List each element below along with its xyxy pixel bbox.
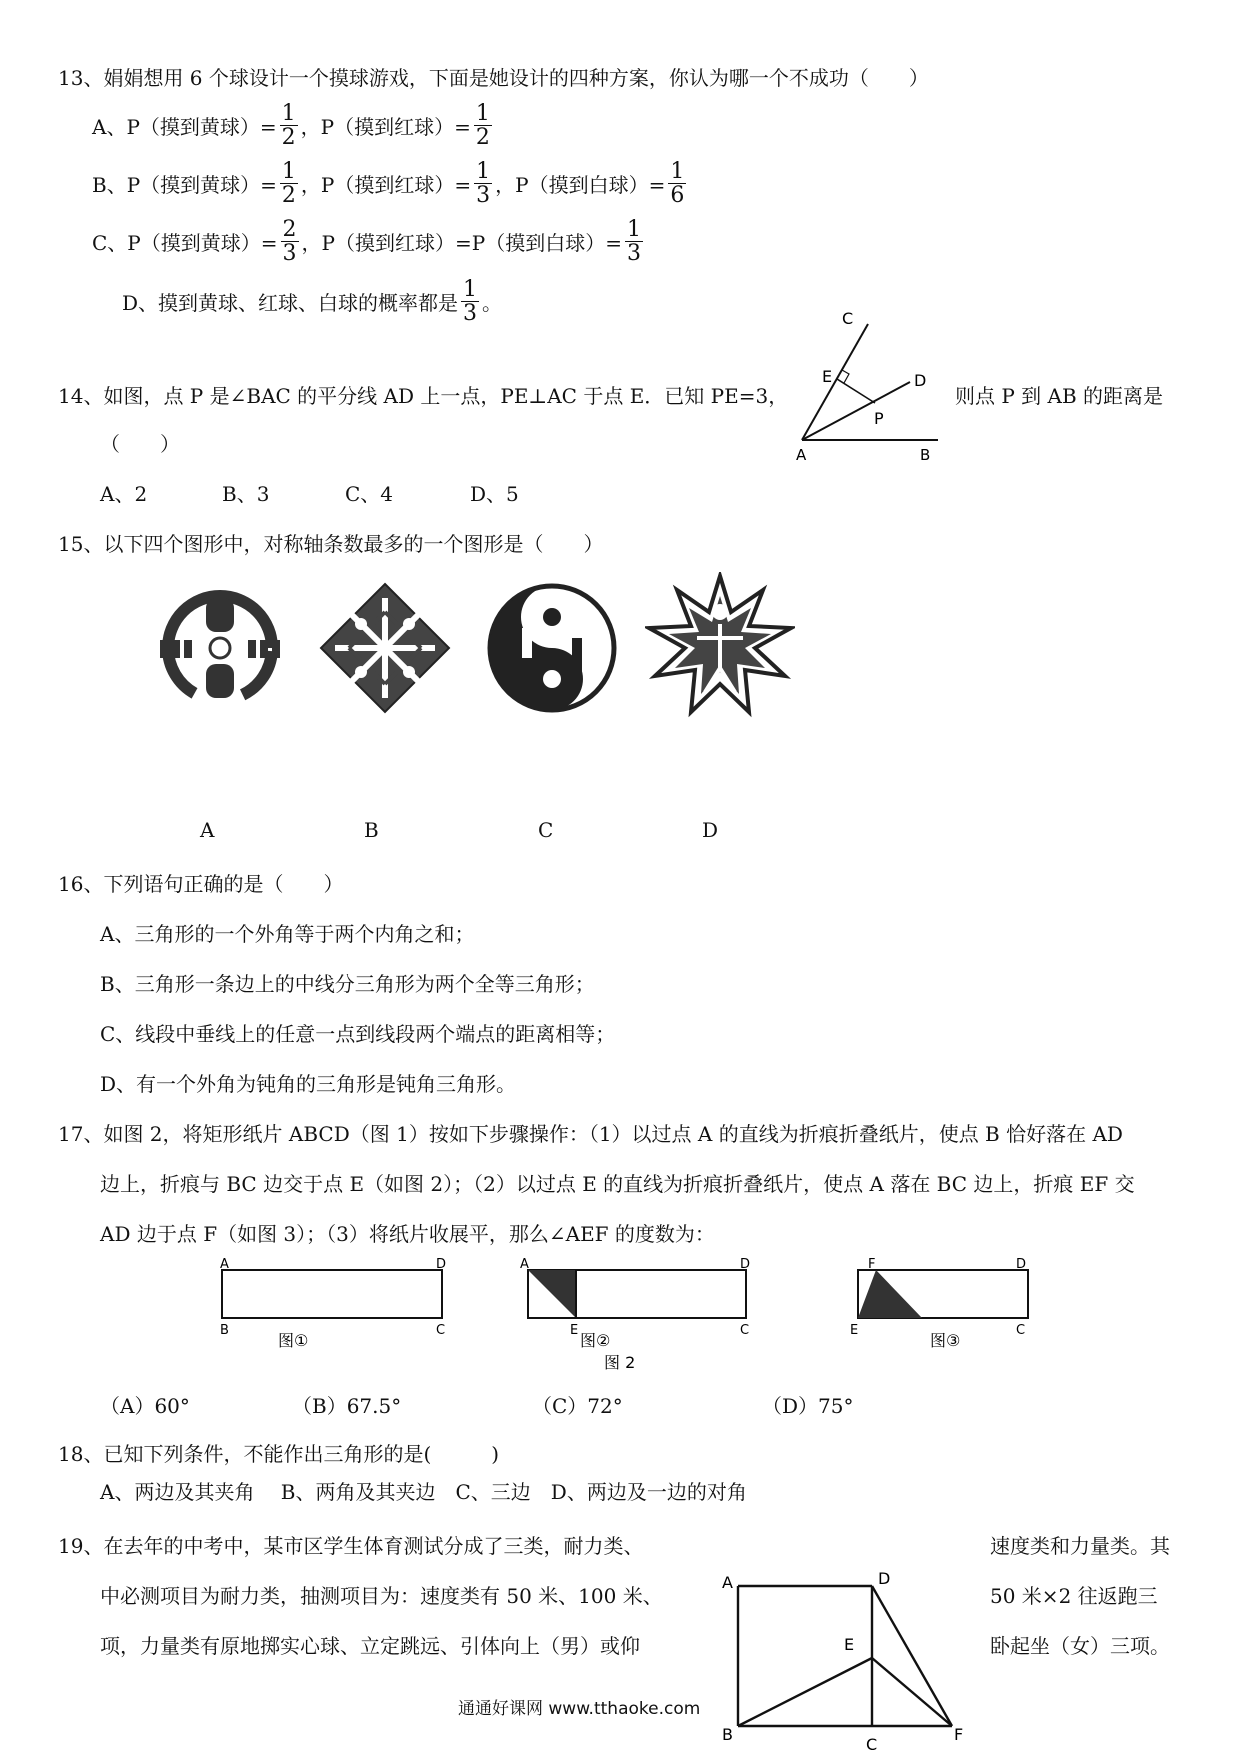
- label-p: P: [874, 409, 884, 428]
- fig2-label-e: E: [570, 1323, 579, 1338]
- q16-option-c: C、线段中垂线上的任意一点到线段两个端点的距离相等；: [100, 1022, 616, 1046]
- fraction-third: $\frac{1}{3}$: [463, 277, 478, 327]
- fraction-half: $\frac{1}{2}$: [281, 101, 296, 151]
- q16-option-b: B、三角形一条边上的中线分三角形为两个全等三角形；: [100, 972, 595, 996]
- q19-line2-left: 中必测项目为耐力类，抽测项目为：速度类有 50 米、100 米、: [100, 1584, 663, 1608]
- q17-option-a: （A）60°: [100, 1394, 190, 1418]
- q17-line1: 17、如图 2，将矩形纸片 ABCD（图 1）按如下步骤操作：（1）以过点 A 的直线为折痕折叠纸片，使点 B 恰好落在 AD: [58, 1122, 1123, 1146]
- fig1-label-c: C: [436, 1323, 446, 1338]
- label-d: D: [914, 371, 927, 390]
- label-b: B: [920, 446, 931, 464]
- fraction-half: $\frac{1}{2}$: [281, 159, 296, 209]
- q14-stem-left: 14、如图，点 P 是∠BAC 的平分线 AD 上一点，PE⊥AC 于点 E．已知 PE=3，: [58, 384, 789, 408]
- fig3-label-c: C: [1016, 1323, 1026, 1338]
- q13-option-d: [122, 278, 502, 325]
- q19-geometry-figure: [720, 1568, 970, 1754]
- q13-b-mid1: ，P（摸到红球）=: [300, 173, 472, 198]
- symbol-a-icon: [150, 578, 290, 718]
- q17-line2: 边上，折痕与 BC 边交于点 E（如图 2）；（2）以过点 E 的直线为折痕折叠纸片，使点 A 落在 BC 边上，折痕 EF 交: [100, 1172, 1135, 1196]
- symbol-d-icon: [645, 572, 795, 722]
- q15-label-c: C: [538, 818, 554, 842]
- fig3-label-d: D: [1016, 1258, 1027, 1272]
- q13-b-mid2: ，P（摸到白球）=: [495, 173, 666, 198]
- q15-stem: 15、以下四个图形中，对称轴条数最多的一个图形是（ ）: [58, 532, 604, 556]
- q19-label-b: B: [722, 1725, 733, 1744]
- right-angle-mark: [842, 370, 849, 383]
- q13-a-prefix: A、P（摸到黄球）=: [92, 115, 277, 140]
- symbol-c-icon: [482, 578, 622, 718]
- q17-option-d: （D）75°: [762, 1394, 854, 1418]
- q13-option-a: [92, 102, 495, 149]
- fraction-two-thirds: $\frac{2}{3}$: [282, 217, 297, 267]
- segment-ef: [872, 1658, 952, 1726]
- q14-stem-right: 则点 P 到 AB 的距离是: [955, 384, 1164, 408]
- fig3-caption: 图③: [930, 1331, 961, 1350]
- q14-option-d: D、5: [470, 482, 519, 506]
- fig1-label-b: B: [220, 1323, 229, 1338]
- q19-label-e: E: [844, 1635, 855, 1654]
- q16-option-a: A、三角形的一个外角等于两个内角之和；: [100, 922, 475, 946]
- fig-group-caption: 图 2: [604, 1353, 636, 1372]
- symbol-b-icon: [315, 578, 455, 718]
- fig1-label-a: A: [220, 1258, 229, 1272]
- q13-c-prefix: C、P（摸到黄球）=: [92, 231, 278, 256]
- fig1-label-d: D: [436, 1258, 447, 1272]
- q13-stem: 13、娟娟想用 6 个球设计一个摸球游戏，下面是她设计的四种方案，你认为哪一个不成功（ ）: [58, 66, 929, 90]
- fraction-half: $\frac{1}{2}$: [475, 101, 490, 151]
- fig1-caption: 图①: [278, 1331, 309, 1350]
- q15-label-b: B: [364, 818, 379, 842]
- segment-pe: [837, 379, 875, 403]
- q16-stem: 16、下列语句正确的是（ ）: [58, 872, 344, 896]
- q19-label-d: D: [878, 1569, 891, 1588]
- q14-blank: （ ）: [100, 432, 180, 456]
- q13-option-c: [92, 218, 646, 265]
- q14-option-a: A、2: [100, 482, 148, 506]
- fold-figure-2: [520, 1258, 750, 1372]
- q13-option-b: [92, 160, 689, 207]
- q19-label-f: F: [954, 1725, 964, 1744]
- fold-figure-1: [220, 1258, 446, 1350]
- fraction-third: $\frac{1}{3}$: [476, 159, 491, 209]
- label-c: C: [842, 310, 854, 328]
- q14-angle-figure: [780, 310, 960, 470]
- q13-b-prefix: B、P（摸到黄球）=: [92, 173, 277, 198]
- fig2-label-c: C: [740, 1323, 750, 1338]
- q17-line3: AD 边于点 F（如图 3）；（3）将纸片收展平，那么∠AEF 的度数为：: [100, 1222, 715, 1246]
- q13-d-prefix: D、摸到黄球、红球、白球的概率都是: [122, 291, 459, 316]
- label-e: E: [822, 367, 833, 386]
- q15-label-a: A: [200, 818, 215, 842]
- fig3-label-e: E: [850, 1323, 859, 1338]
- q18-options: A、两边及其夹角 B、两角及其夹边 C、三边 D、两边及一边的对角: [100, 1480, 747, 1504]
- segment-be: [738, 1658, 872, 1726]
- q17-option-c: （C）72°: [532, 1394, 623, 1418]
- q19-label-c: C: [866, 1735, 878, 1754]
- fraction-sixth: $\frac{1}{6}$: [670, 159, 685, 209]
- q19-line2-right: 50 米×2 往返跑三: [990, 1584, 1158, 1608]
- label-a: A: [796, 446, 807, 464]
- fig2-label-a: A: [520, 1258, 529, 1272]
- q19-line1-right: 速度类和力量类。其: [990, 1534, 1170, 1558]
- fraction-third: $\frac{1}{3}$: [626, 217, 641, 267]
- q15-label-d: D: [702, 818, 719, 842]
- q14-option-c: C、4: [345, 482, 394, 506]
- q17-fold-figures: [210, 1258, 1040, 1378]
- q13-d-suffix: 。: [482, 291, 503, 316]
- q19-line3-left: 项，力量类有原地掷实心球、立定跳远、引体向上（男）或仰: [100, 1634, 640, 1658]
- q13-a-mid: ，P（摸到红球）=: [300, 115, 471, 140]
- fig3-label-f: F: [868, 1258, 876, 1272]
- fold-figure-3: [850, 1258, 1028, 1350]
- q19-label-a: A: [722, 1573, 733, 1592]
- segment-df: [872, 1586, 952, 1726]
- q13-c-mid: ，P（摸到红球）=P（摸到白球）=: [301, 231, 622, 256]
- q19-line1-left: 19、在去年的中考中，某市区学生体育测试分成了三类，耐力类、: [58, 1534, 644, 1558]
- q16-option-d: D、有一个外角为钝角的三角形是钝角三角形。: [100, 1072, 517, 1096]
- fig2-caption: 图②: [580, 1331, 611, 1350]
- q18-stem: 18、已知下列条件，不能作出三角形的是( ): [58, 1442, 500, 1466]
- footer-watermark: 通通好课网 www.tthaoke.com: [458, 1699, 701, 1719]
- fig2-label-d: D: [740, 1258, 751, 1272]
- q19-line3-right: 卧起坐（女）三项。: [990, 1634, 1170, 1658]
- q14-option-b: B、3: [222, 482, 270, 506]
- q17-option-b: （B）67.5°: [292, 1394, 402, 1418]
